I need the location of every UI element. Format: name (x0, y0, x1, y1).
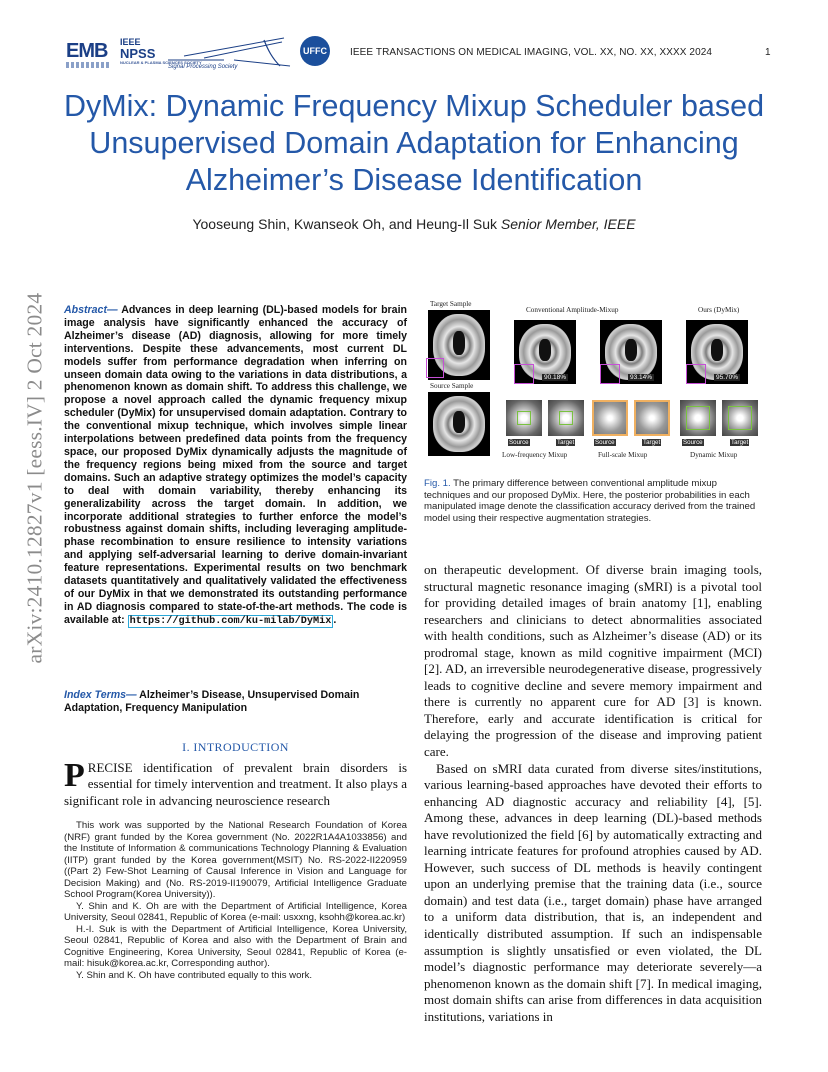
low-freq-panel (506, 396, 586, 446)
body-paragraph: on therapeutic development. Of diverse brain imaging tools, structural magnetic resonance imaging (sMRI) is a pivotal tool for providing detailed images of brain anatomy [1], enabling researchers and clinicians to detect abnormalities associated with health conditions, such as Alzheimer’s disease (AD) or its prodromal stage, known as mild cognitive impairment (MCI) [2]. AD, an irreversible neurodegenerative disease, progressively leads to cognitive decline and severe memory impairment and there is currently no apparent cure for AD [3] is known. Therefore, early and accurate identification is critical for delaying the progression of the disease and improving patient care. (424, 562, 762, 760)
emb-logo: EMB (66, 40, 108, 62)
arxiv-stamp-text: arXiv:2410.12827v1 [eess.IV] 2 Oct 2024 (22, 292, 47, 664)
figure-1 (424, 298, 758, 464)
dynamic-caption: Dynamic Mixup (690, 451, 738, 459)
drop-cap: P (64, 757, 85, 794)
target-tag: Target (643, 439, 661, 446)
footnote-funding: This work was supported by the National Research Foundation of Korea (NRF) grant funded by the Korea government (No. 2022R1A4A1033856) and the Institute of Information & communications Technology Planning & Evaluation (IITP) grant funded by the Korea government(MSIT) No. RS-2022-II220959 ((Part 2) Few-Shot Learning of Causal Inference in Vision and Language for Decision Making) and (No. RS-2019-II190079, Artificial Intelligence Graduate School Program(Korea University)). (64, 820, 407, 900)
full-scale-caption: Full-scale Mixup (598, 451, 648, 459)
author-names: Yooseung Shin, Kwanseok Oh, and Heung-Il Suk (192, 216, 498, 232)
patch-highlight (514, 364, 534, 384)
npss-logo-subtext: NUCLEAR & PLASMA SCIENCES SOCIETY (120, 60, 202, 65)
target-spectrum (548, 400, 584, 436)
source-sample-image (428, 392, 490, 456)
source-tag: Source (683, 439, 703, 446)
ieee-logo-text: IEEE (120, 37, 141, 47)
full-scale-panel (592, 396, 672, 446)
footnote-equal-contribution: Y. Shin and K. Oh have contributed equally to this work. (76, 969, 313, 981)
index-terms-text: Alzheimer’s Disease, Unsupervised Domain Adaptation, Frequency Manipulation (64, 689, 360, 714)
footnote-affiliation-2: H.-I. Suk is with the Department of Artificial Intelligence, Korea University, Seoul 02841, Republic of Korea and also with the Department of Brain and Cognitive Engineering, Korea University, Seoul 02841, Republic of Korea (e-mail: hisuk@korea.ac.kr, Corresponding author). (64, 923, 407, 969)
header-logos (66, 34, 336, 72)
sps-logo-text: Signal Processing Society (168, 64, 238, 70)
footnotes (64, 820, 407, 981)
dymix-label: Ours (DyMix) (698, 306, 740, 314)
source-sample-label: Source Sample (430, 382, 474, 390)
patch-highlight (426, 358, 444, 378)
prob-low-freq: 90.18% (544, 374, 567, 381)
page-number: 1 (765, 47, 771, 58)
target-spectrum (722, 400, 758, 436)
target-spectrum (634, 400, 670, 436)
npss-logo-text: NPSS (120, 46, 156, 61)
source-tag: Source (509, 439, 529, 446)
target-tag: Target (731, 439, 749, 446)
prob-full-scale: 93.14% (630, 374, 653, 381)
journal-header: IEEE TRANSACTIONS ON MEDICAL IMAGING, VOL. XX, NO. XX, XXXX 2024 (350, 47, 713, 58)
index-terms-label: Index Terms— (64, 689, 137, 701)
prob-dynamic: 95.70% (716, 374, 739, 381)
section-heading-introduction: I. INTRODUCTION (182, 740, 289, 754)
right-column-body (424, 562, 762, 1025)
index-terms (64, 689, 407, 715)
introduction-paragraph (64, 757, 407, 809)
low-freq-caption: Low-frequency Mixup (502, 451, 568, 459)
patch-highlight (686, 364, 706, 384)
target-sample-label: Target Sample (430, 300, 472, 308)
abstract-label: Abstract— (64, 304, 118, 316)
source-tag: Source (595, 439, 615, 446)
patch-highlight (600, 364, 620, 384)
figure-1-caption (424, 478, 760, 524)
footnote-affiliation-1: Y. Shin and K. Oh are with the Department of Artificial Intelligence, Korea University, Seoul 02841, Republic of Korea (e-mail: usxxng, ksohh@korea.ac.kr) (64, 900, 407, 923)
figure-1-caption-text: The primary difference between conventional amplitude mixup techniques and our proposed DyMix. Here, the posterior probabilities in each manipulated image denote the classification accuracy derived from the trained model using their respective augmentation strategies. (424, 478, 756, 524)
source-spectrum (592, 400, 628, 436)
source-spectrum (506, 400, 542, 436)
arxiv-stamp (20, 292, 50, 666)
code-link[interactable]: https://github.com/ku-milab/DyMix (129, 615, 332, 627)
sps-logo (164, 36, 292, 70)
uffc-logo: UFFC (300, 36, 330, 66)
target-tag: Target (557, 439, 575, 446)
body-paragraph: Based on sMRI data curated from diverse sites/institutions, various learning-based approaches have devoted their efforts to enhancing AD diagnostic accuracy and reliability [4], [5]. Among these, advances in deep learning (DL)-based methods have revolutionized the field [6] by automatically extracting and learning intricate features for profound atrophies caused by AD. However, such success of DL methods is heavily contingent upon an underlying premise that the training data (i.e., source domain) and test data (i.e., target domain) phase have arranged to a uniform data distribution, that is, an independent and identically distributed assumption. If such an indispensable assumption is slightly unsatisfied or even violated, the DL model’s diagnostic performance may deteriorate severely—a phenomenon known as the domain shift [7]. In medical imaging, most domain shifts can arise from differences in data acquisition institutions, variations in (424, 760, 762, 1024)
introduction-text: RECISE identification of prevalent brain disorders is essential for timely intervention and treatment. It also plays a significant role in advancing neuroscience research (64, 760, 407, 808)
author-membership: Senior Member, IEEE (500, 216, 636, 232)
source-spectrum (680, 400, 716, 436)
paper-title: DyMix: Dynamic Frequency Mixup Scheduler based Unsupervised Domain Adaptation for Enhancing Alzheimer’s Disease Identification (63, 89, 765, 197)
emb-logo-stripe (66, 62, 110, 68)
conventional-mixup-label: Conventional Amplitude-Mixup (526, 306, 619, 314)
figure-1-caption-label: Fig. 1. (424, 478, 451, 489)
abstract: Abstract— Advances in deep learning (DL)-based models for brain image analysis have significantly enhanced the accuracy of Alzheimer’s disease (AD) diagnosis, allowing for more timely interventions. Despite these advancements, most current DL models suffer from performance degradation when inferring on unseen domain data owing to the variations in data distributions, a phenomenon known as domain shift. To address this challenge, we propose a novel approach called the dynamic frequency mixup scheduler (DyMix) for unsupervised domain adaptation. Contrary to the conventional mixup technique, which involves simple linear interpolations between predefined data points from the frequency space, our proposed DyMix dynamically adjusts the magnitude of the frequency regions being mixed from the source and target domains. Such an adaptive strategy optimizes the model’s capacity to deal with domain variability, thereby enhancing its generalizability across the target domain. In addition, we incorporate additional strategies to further enforce the model’s robustness against domain shifts, including leveraging amplitude-phase recombination to ensure resilience to intensity variations and applying self-adversarial learning to derive domain-invariant feature representations. Experimental results on two benchmark datasets quantitatively and qualitatively validated the effectiveness of our DyMix in that we demonstrated its outstanding performance in AD diagnosis compared to state-of-the-art methods. The code is available at: https://github.com/ku-milab/DyMix . (64, 304, 407, 627)
dynamic-panel (680, 396, 760, 446)
abstract-text: Advances in deep learning (DL)-based models for brain image analysis have significantly enhanced the accuracy of Alzheimer’s disease (AD) diagnosis, allowing for more timely interventions. Despite these advancements, most current DL models suffer from performance degradation when inferring on unseen domain data owing to the variations in data distributions, a phenomenon known as domain shift. To address this challenge, we propose a novel approach called the dynamic frequency mixup scheduler (DyMix) for unsupervised domain adaptation. Contrary to the conventional mixup technique, which involves simple linear interpolations between predefined data points from the frequency space, our proposed DyMix dynamically adjusts the magnitude of the frequency regions being mixed from the source and target domains. Such an adaptive strategy optimizes the model’s capacity to deal with domain variability, thereby enhancing its generalizability across the target domain. In addition, we incorporate additional strategies to further enforce the model’s robustness against domain shifts, including leveraging amplitude-phase recombination to ensure resilience to intensity variations and applying self-adversarial learning to derive domain-invariant feature representations. Experimental results on two benchmark datasets quantitatively and qualitatively validated the effectiveness of our DyMix in that we demonstrated its outstanding performance in AD diagnosis compared to state-of-the-art methods. The code is available at: (64, 304, 407, 626)
authors (60, 216, 768, 232)
